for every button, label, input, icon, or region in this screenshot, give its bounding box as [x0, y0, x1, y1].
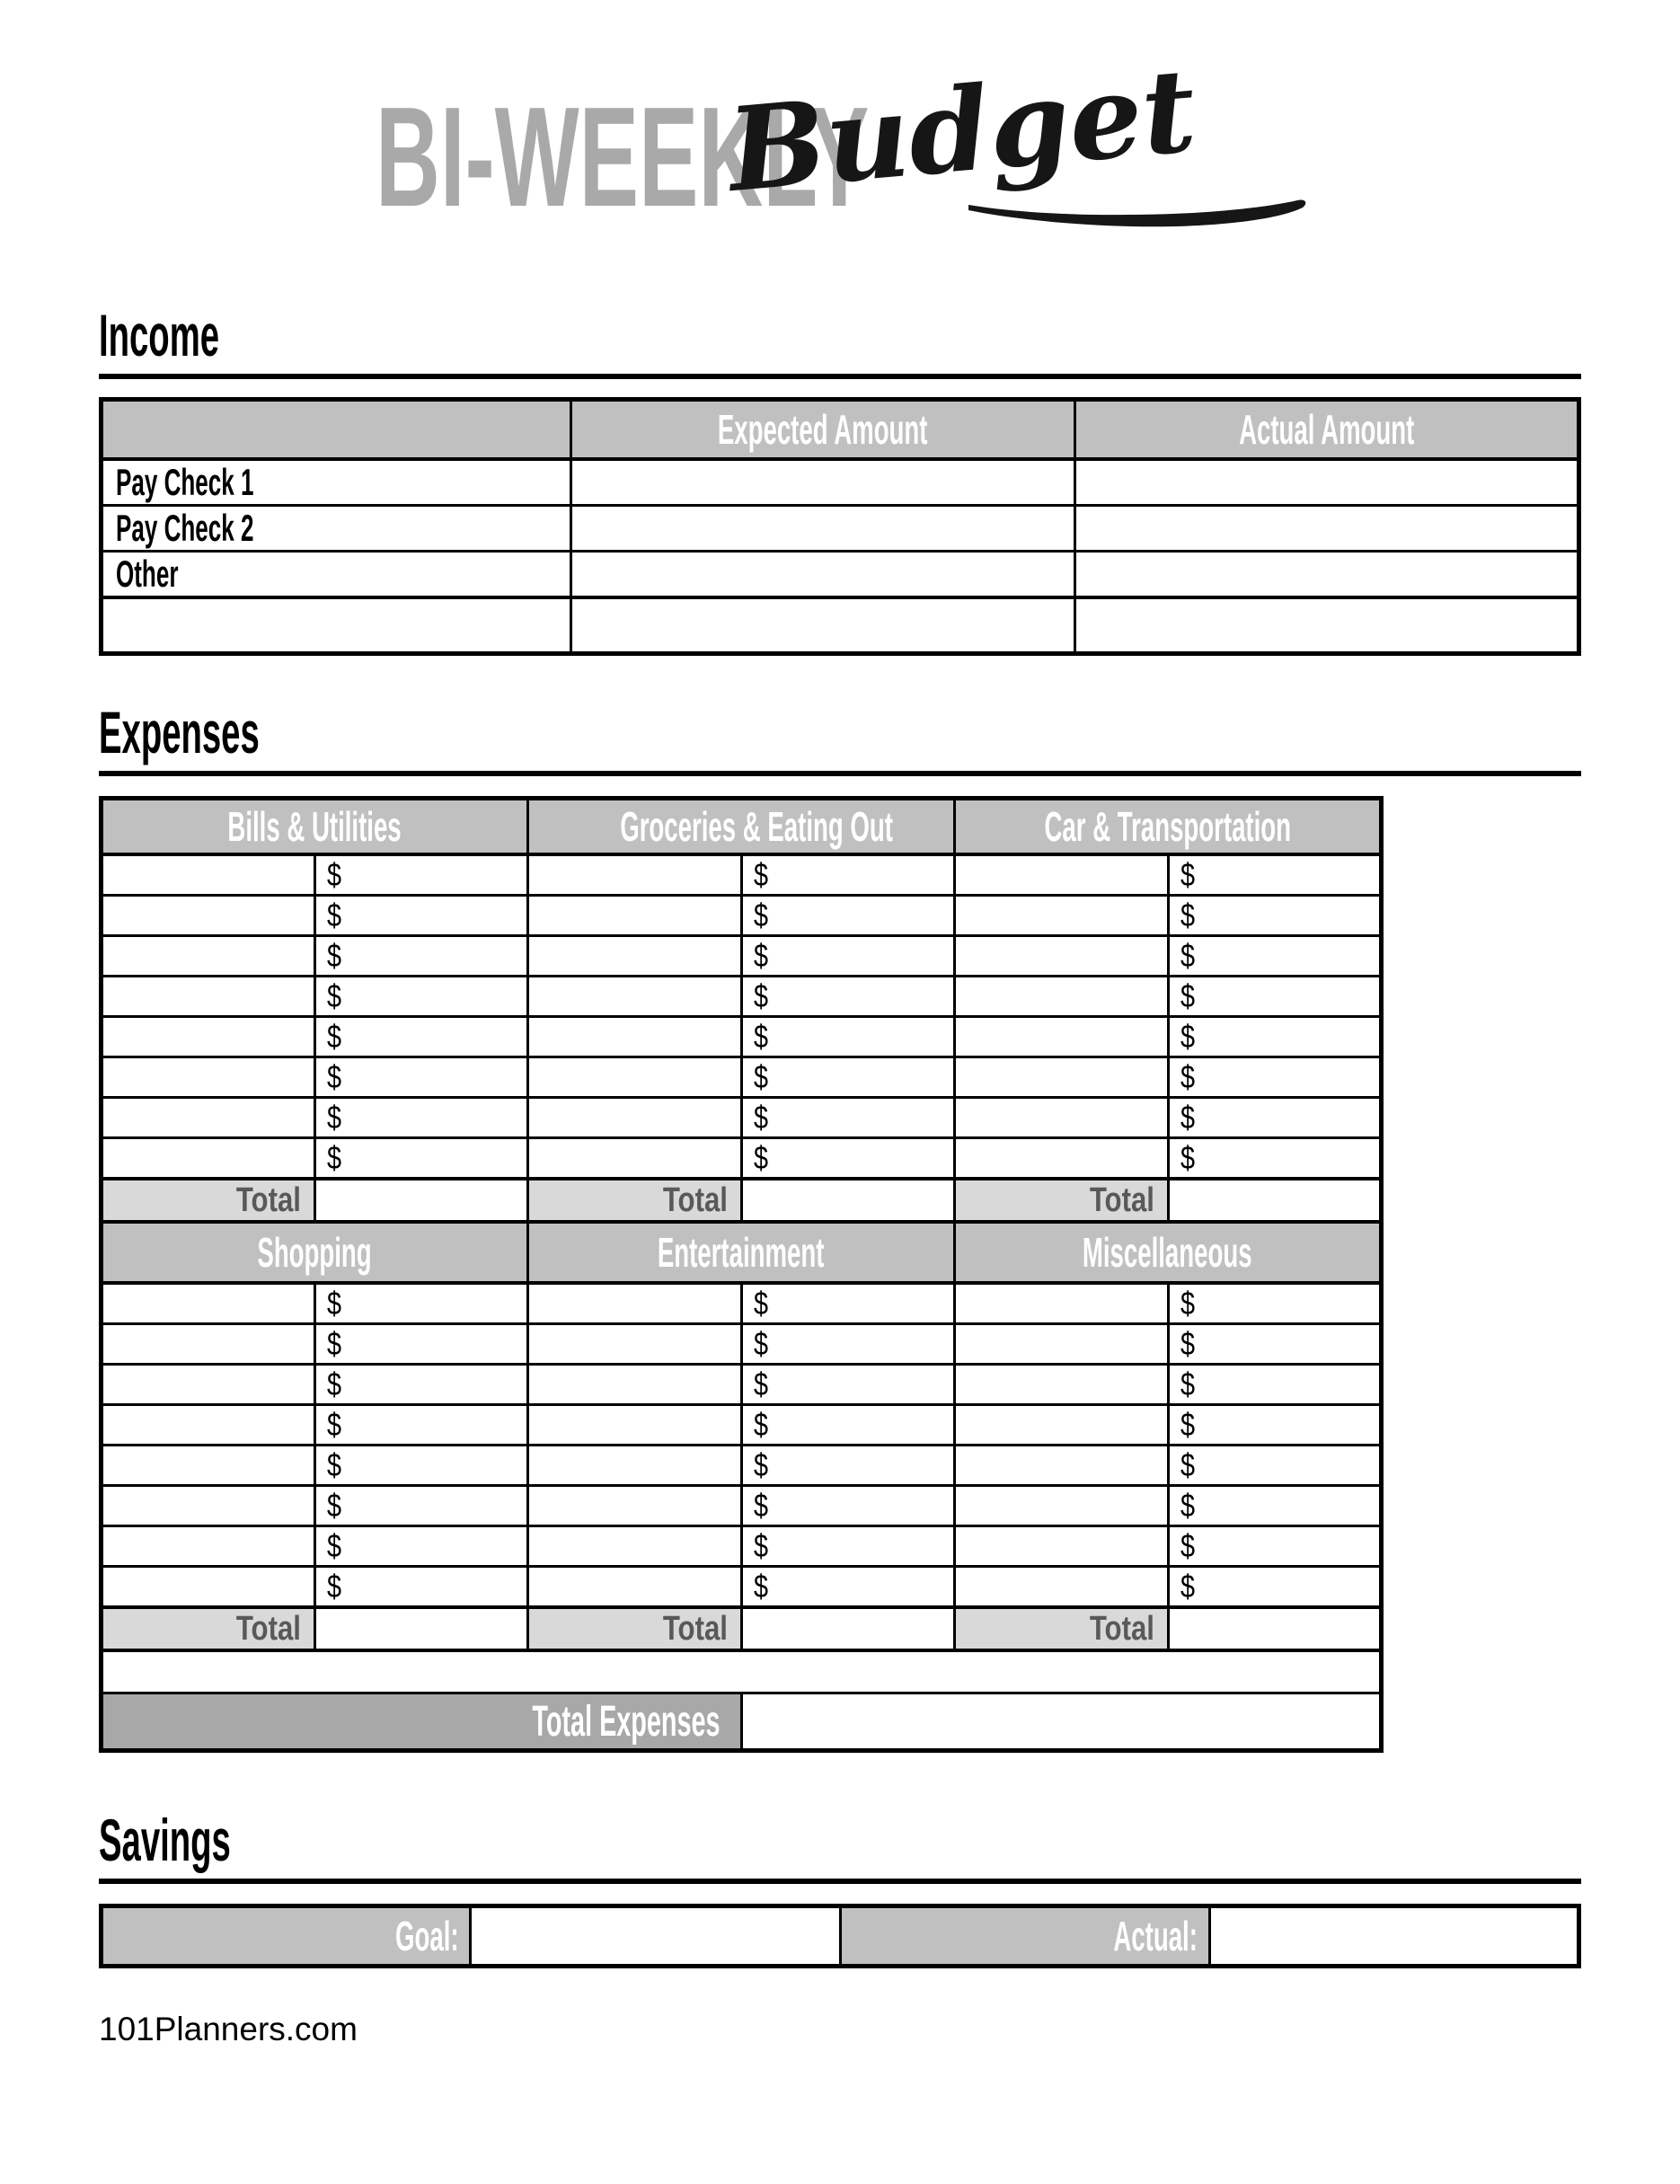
expense-item-cell[interactable] [955, 1486, 1169, 1526]
currency-symbol: $ [1180, 937, 1195, 974]
expense-item-cell[interactable] [528, 1526, 742, 1567]
expense-item-cell[interactable] [955, 1405, 1169, 1446]
currency-symbol: $ [326, 1527, 341, 1564]
expense-item-cell[interactable] [528, 1405, 742, 1446]
expense-item-cell[interactable] [102, 1567, 315, 1608]
currency-symbol: $ [753, 856, 768, 893]
footer [99, 2011, 358, 2048]
currency-symbol: $ [753, 977, 768, 1014]
savings-goal-value-cell[interactable] [471, 1906, 840, 1967]
expense-row [102, 1526, 1382, 1567]
expense-item-cell[interactable] [528, 1567, 742, 1608]
expense-amount-cell[interactable] [314, 1138, 528, 1180]
expense-item-cell[interactable] [102, 936, 315, 977]
expense-item-cell[interactable] [102, 1017, 315, 1057]
currency-symbol: $ [753, 1446, 768, 1483]
expenses-header-miscellaneous: Miscellaneous [955, 1222, 1382, 1283]
income-header-expected: Expected Amount [571, 400, 1075, 460]
expense-amount-cell[interactable] [741, 977, 955, 1017]
expense-item-cell[interactable] [528, 1098, 742, 1138]
expense-item-cell[interactable] [102, 896, 315, 936]
currency-symbol: $ [753, 1527, 768, 1564]
expense-item-cell[interactable] [955, 1526, 1169, 1567]
expense-amount-cell[interactable] [314, 936, 528, 977]
expense-amount-cell[interactable] [1168, 1017, 1382, 1057]
income-heading-rule [99, 374, 1581, 379]
expense-item-cell[interactable] [955, 1138, 1169, 1180]
expense-amount-cell[interactable] [314, 854, 528, 896]
shopping-total-label-cell: Total [102, 1607, 315, 1650]
expenses-total-row-2 [102, 1607, 1382, 1650]
groceries-total-value-cell[interactable] [741, 1179, 955, 1222]
expense-item-cell[interactable] [528, 1017, 742, 1057]
income-row-other [102, 552, 1579, 598]
expense-item-cell[interactable] [102, 1365, 315, 1405]
currency-symbol: $ [326, 937, 341, 974]
currency-symbol: $ [753, 1018, 768, 1055]
currency-symbol: $ [326, 1099, 341, 1136]
expenses-spacer-row [102, 1650, 1382, 1693]
expense-item-cell[interactable] [102, 854, 315, 896]
income-label-other: Other [102, 552, 571, 598]
expense-amount-cell[interactable] [1168, 896, 1382, 936]
shopping-total-value-cell[interactable] [314, 1607, 528, 1650]
income-actual-paycheck1-cell[interactable] [1075, 459, 1579, 506]
expense-item-cell[interactable] [955, 1057, 1169, 1098]
currency-symbol: $ [1180, 1366, 1195, 1402]
expense-row [102, 1138, 1382, 1180]
currency-symbol: $ [326, 1366, 341, 1402]
expense-item-cell[interactable] [102, 977, 315, 1017]
currency-symbol: $ [326, 1018, 341, 1055]
expense-row [102, 1098, 1382, 1138]
expense-amount-cell[interactable] [1168, 1283, 1382, 1324]
savings-table [99, 1904, 1581, 1968]
currency-symbol: $ [753, 1099, 768, 1136]
expenses-heading: Expenses [99, 699, 260, 765]
entertainment-total-value-cell[interactable] [741, 1607, 955, 1650]
groceries-total-label-cell: Total [528, 1179, 742, 1222]
miscellaneous-total-value-cell[interactable] [1168, 1607, 1382, 1650]
expense-item-cell[interactable] [528, 1057, 742, 1098]
expense-amount-cell[interactable] [741, 1405, 955, 1446]
expense-amount-cell[interactable] [314, 1405, 528, 1446]
currency-symbol: $ [326, 1058, 341, 1095]
expense-amount-cell[interactable] [314, 1567, 528, 1608]
currency-symbol: $ [1180, 1446, 1195, 1483]
expense-row [102, 1567, 1382, 1608]
expense-row [102, 977, 1382, 1017]
expense-amount-cell[interactable] [741, 1567, 955, 1608]
expense-amount-cell[interactable] [741, 854, 955, 896]
expense-row [102, 1283, 1382, 1324]
currency-symbol: $ [753, 1139, 768, 1176]
currency-symbol: $ [1180, 1058, 1195, 1095]
bills-total-value-cell[interactable] [314, 1179, 528, 1222]
expense-amount-cell[interactable] [1168, 1057, 1382, 1098]
expense-row [102, 1446, 1382, 1486]
currency-symbol: $ [1180, 1568, 1195, 1605]
expense-amount-cell[interactable] [314, 1526, 528, 1567]
expense-amount-cell[interactable] [314, 1324, 528, 1365]
expenses-header-entertainment: Entertainment [528, 1222, 955, 1283]
expense-item-cell[interactable] [102, 1446, 315, 1486]
currency-symbol: $ [753, 1406, 768, 1443]
expense-row [102, 896, 1382, 936]
expenses-header-car: Car & Transportation [955, 799, 1382, 855]
currency-symbol: $ [326, 1487, 341, 1524]
income-actual-paycheck2-cell[interactable] [1075, 506, 1579, 552]
income-total-blank-cell [102, 597, 571, 654]
expense-item-cell[interactable] [528, 1138, 742, 1180]
expense-item-cell[interactable] [955, 854, 1169, 896]
expense-row [102, 1324, 1382, 1365]
expenses-group-header-row-1 [102, 799, 1382, 855]
expenses-heading-rule [99, 771, 1581, 776]
currency-symbol: $ [1180, 1099, 1195, 1136]
expense-item-cell[interactable] [528, 936, 742, 977]
expense-amount-cell[interactable] [1168, 977, 1382, 1017]
expense-item-cell[interactable] [528, 1486, 742, 1526]
expense-item-cell[interactable] [528, 896, 742, 936]
expense-amount-cell[interactable] [1168, 854, 1382, 896]
expenses-total-row-1 [102, 1179, 1382, 1222]
expense-item-cell[interactable] [102, 1283, 315, 1324]
currency-symbol: $ [326, 977, 341, 1014]
expense-amount-cell[interactable] [1168, 1138, 1382, 1180]
car-total-label-cell: Total [955, 1179, 1169, 1222]
expense-amount-cell[interactable] [1168, 1526, 1382, 1567]
expense-amount-cell[interactable] [314, 896, 528, 936]
expense-row [102, 936, 1382, 977]
expense-item-cell[interactable] [955, 1446, 1169, 1486]
expense-row [102, 1057, 1382, 1098]
masthead [0, 0, 1680, 298]
income-total-label-cell: Total [571, 597, 1075, 654]
expense-amount-cell[interactable] [741, 1324, 955, 1365]
expenses-header-shopping: Shopping [102, 1222, 528, 1283]
expenses-table [99, 796, 1384, 1753]
expense-amount-cell[interactable] [741, 936, 955, 977]
expense-amount-cell[interactable] [1168, 1446, 1382, 1486]
expenses-header-bills: Bills & Utilities [102, 799, 528, 855]
expense-item-cell[interactable] [955, 936, 1169, 977]
income-expected-other-cell[interactable] [571, 552, 1075, 598]
expense-amount-cell[interactable] [741, 1365, 955, 1405]
income-heading: Income [99, 302, 220, 368]
currency-symbol: $ [1180, 897, 1195, 933]
expense-amount-cell[interactable] [314, 1486, 528, 1526]
miscellaneous-total-label-cell: Total [955, 1607, 1169, 1650]
expense-amount-cell[interactable] [314, 1365, 528, 1405]
expense-amount-cell[interactable] [741, 1283, 955, 1324]
expense-row [102, 854, 1382, 896]
expense-item-cell[interactable] [528, 1446, 742, 1486]
expense-amount-cell[interactable] [741, 1098, 955, 1138]
expense-item-cell[interactable] [528, 1365, 742, 1405]
expense-item-cell[interactable] [528, 1324, 742, 1365]
currency-symbol: $ [326, 1285, 341, 1322]
expense-amount-cell[interactable] [741, 1057, 955, 1098]
expense-row [102, 1365, 1382, 1405]
expense-amount-cell[interactable] [314, 1283, 528, 1324]
page-title-block: BI-WEEKLY [376, 78, 870, 236]
income-table [99, 397, 1581, 656]
savings-row [102, 1906, 1579, 1967]
expense-item-cell[interactable] [955, 1017, 1169, 1057]
currency-symbol: $ [753, 1058, 768, 1095]
income-section [99, 302, 1581, 656]
expense-item-cell[interactable] [955, 896, 1169, 936]
total-expenses-value-cell[interactable] [741, 1693, 1382, 1751]
expense-amount-cell[interactable] [314, 1446, 528, 1486]
expense-item-cell[interactable] [102, 1405, 315, 1446]
total-expenses-label-cell: Total Expenses [102, 1693, 742, 1751]
currency-symbol: $ [1180, 1325, 1195, 1362]
currency-symbol: $ [326, 856, 341, 893]
expense-item-cell[interactable] [102, 1324, 315, 1365]
expense-item-cell[interactable] [955, 977, 1169, 1017]
expense-item-cell[interactable] [955, 1098, 1169, 1138]
expense-amount-cell[interactable] [741, 1017, 955, 1057]
expense-amount-cell[interactable] [1168, 1365, 1382, 1405]
expenses-section [99, 699, 1581, 1753]
expense-row [102, 1017, 1382, 1057]
page-title-script: Budget [722, 43, 1201, 219]
income-actual-other-cell[interactable] [1075, 552, 1579, 598]
income-expected-paycheck2-cell[interactable] [571, 506, 1075, 552]
expense-row [102, 1405, 1382, 1446]
expense-amount-cell[interactable] [1168, 1405, 1382, 1446]
currency-symbol: $ [326, 1406, 341, 1443]
expense-amount-cell[interactable] [1168, 1098, 1382, 1138]
expense-item-cell[interactable] [955, 1283, 1169, 1324]
total-expenses-row [102, 1693, 1382, 1751]
savings-heading: Savings [99, 1807, 231, 1873]
title-underline-swoosh [968, 190, 1310, 234]
expense-item-cell[interactable] [955, 1365, 1169, 1405]
income-total-value-cell[interactable] [1075, 597, 1579, 654]
expense-item-cell[interactable] [528, 977, 742, 1017]
savings-actual-label-cell: Actual: [840, 1906, 1209, 1967]
expense-amount-cell[interactable] [741, 1526, 955, 1567]
expense-amount-cell[interactable] [741, 1446, 955, 1486]
expense-item-cell[interactable] [102, 1057, 315, 1098]
expense-row [102, 1486, 1382, 1526]
expense-amount-cell[interactable] [741, 896, 955, 936]
currency-symbol: $ [753, 1487, 768, 1524]
income-total-row [102, 597, 1579, 654]
savings-goal-label-cell: Goal: [102, 1906, 471, 1967]
expenses-group-header-row-2 [102, 1222, 1382, 1283]
expense-amount-cell[interactable] [1168, 936, 1382, 977]
expense-amount-cell[interactable] [314, 1098, 528, 1138]
income-label-paycheck1: Pay Check 1 [102, 459, 571, 506]
expense-amount-cell[interactable] [1168, 1567, 1382, 1608]
expenses-spacer-cell [102, 1650, 1382, 1693]
expenses-rows-block-1 [102, 854, 1382, 1179]
currency-symbol: $ [326, 1568, 341, 1605]
currency-symbol: $ [1180, 856, 1195, 893]
savings-heading-rule [99, 1879, 1581, 1884]
savings-actual-value-cell[interactable] [1209, 1906, 1578, 1967]
currency-symbol: $ [326, 1446, 341, 1483]
expense-item-cell[interactable] [102, 1526, 315, 1567]
income-expected-paycheck1-cell[interactable] [571, 459, 1075, 506]
currency-symbol: $ [1180, 1406, 1195, 1443]
income-header-actual: Actual Amount [1075, 400, 1579, 460]
expense-item-cell[interactable] [528, 854, 742, 896]
currency-symbol: $ [1180, 1139, 1195, 1176]
bills-total-label-cell: Total [102, 1179, 315, 1222]
currency-symbol: $ [753, 897, 768, 933]
currency-symbol: $ [753, 1325, 768, 1362]
expense-amount-cell[interactable] [741, 1486, 955, 1526]
currency-symbol: $ [753, 1366, 768, 1402]
expense-item-cell[interactable] [955, 1567, 1169, 1608]
income-label-paycheck2: Pay Check 2 [102, 506, 571, 552]
expenses-header-groceries: Groceries & Eating Out [528, 799, 955, 855]
currency-symbol: $ [753, 1568, 768, 1605]
income-row-paycheck1 [102, 459, 1579, 506]
entertainment-total-label-cell: Total [528, 1607, 742, 1650]
currency-symbol: $ [326, 1139, 341, 1176]
income-header-row [102, 400, 1579, 460]
savings-section [99, 1807, 1581, 1968]
currency-symbol: $ [1180, 1018, 1195, 1055]
currency-symbol: $ [1180, 1285, 1195, 1322]
expense-amount-cell[interactable] [741, 1138, 955, 1180]
expense-amount-cell[interactable] [314, 1057, 528, 1098]
expense-item-cell[interactable] [102, 1486, 315, 1526]
expense-amount-cell[interactable] [1168, 1486, 1382, 1526]
expense-amount-cell[interactable] [1168, 1324, 1382, 1365]
expense-item-cell[interactable] [102, 1138, 315, 1180]
currency-symbol: $ [1180, 1527, 1195, 1564]
footer-site: 101Planners.com [99, 2011, 358, 2047]
income-header-blank-cell [102, 400, 571, 460]
currency-symbol: $ [753, 1285, 768, 1322]
income-row-paycheck2 [102, 506, 1579, 552]
car-total-value-cell[interactable] [1168, 1179, 1382, 1222]
expenses-rows-block-2 [102, 1283, 1382, 1607]
currency-symbol: $ [1180, 977, 1195, 1014]
expense-amount-cell[interactable] [314, 1017, 528, 1057]
currency-symbol: $ [326, 1325, 341, 1362]
expense-amount-cell[interactable] [314, 977, 528, 1017]
currency-symbol: $ [753, 937, 768, 974]
expense-item-cell[interactable] [528, 1283, 742, 1324]
expense-item-cell[interactable] [955, 1324, 1169, 1365]
expense-item-cell[interactable] [102, 1098, 315, 1138]
currency-symbol: $ [326, 897, 341, 933]
currency-symbol: $ [1180, 1487, 1195, 1524]
